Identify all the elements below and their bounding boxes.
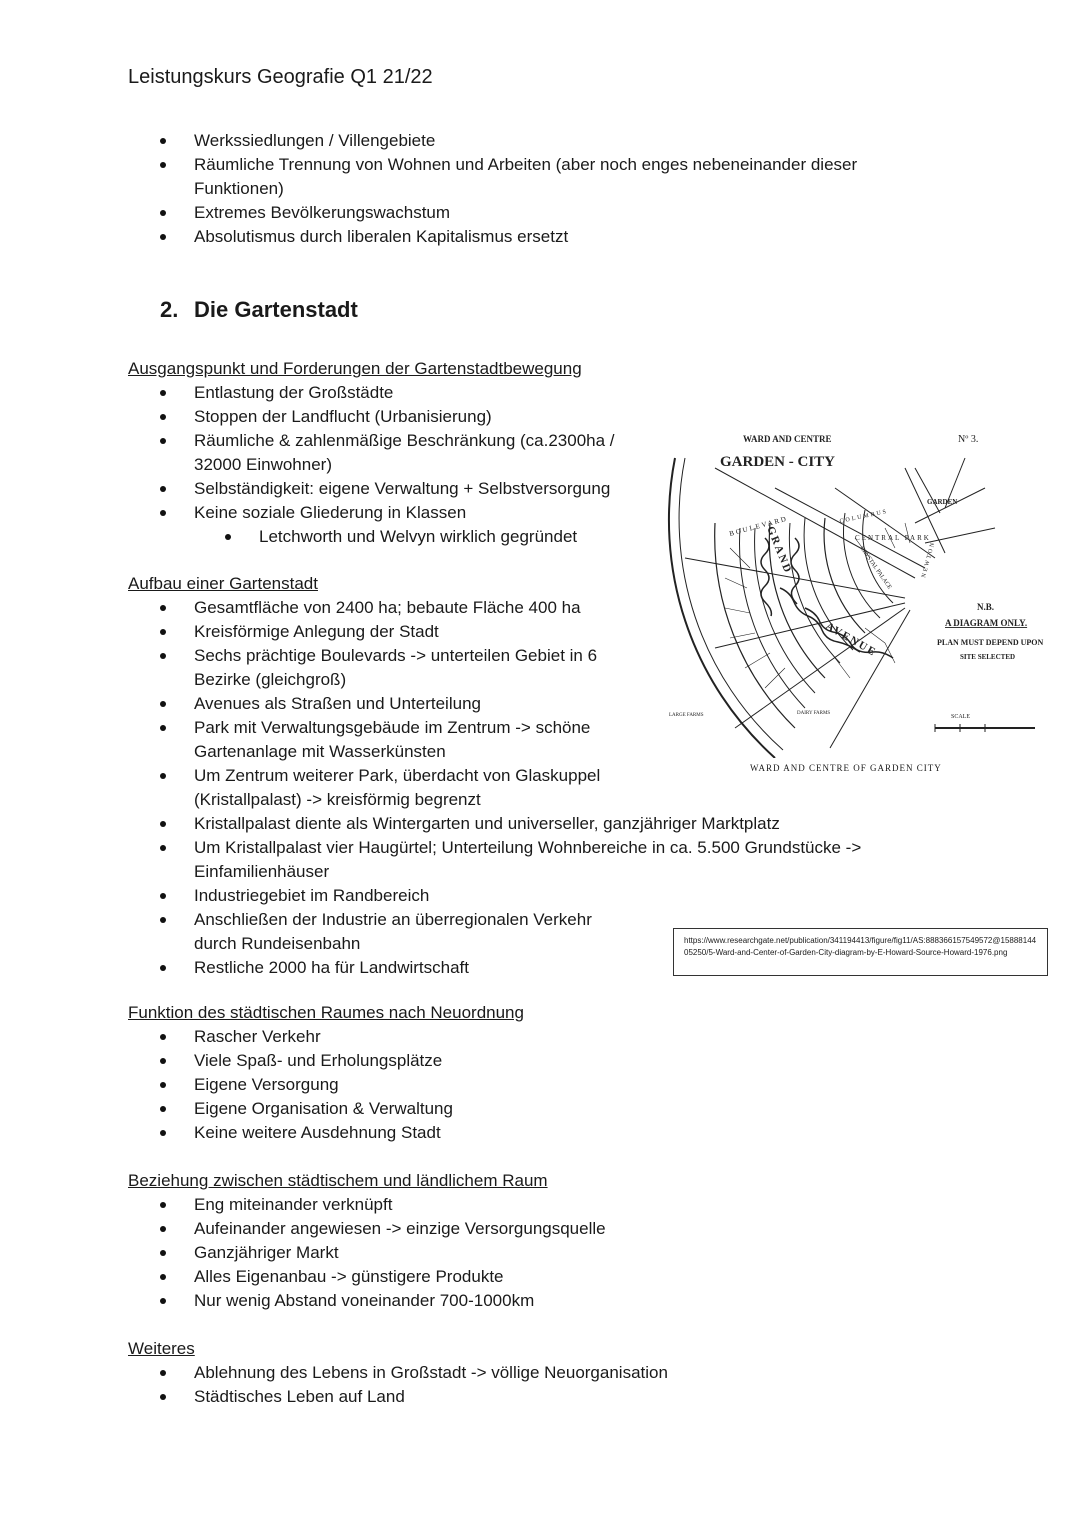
section-heading: Funktion des städtischen Raumes nach Neuordnung — [128, 1003, 524, 1022]
list-item: Um Kristallpalast vier Haugürtel; Unterteilung Wohnbereiche in ca. 5.500 Grundstücke -> Einfamilienhäuser — [128, 836, 884, 884]
figure-caption: WARD AND CENTRE OF GARDEN CITY — [750, 763, 942, 773]
page-header: Leistungskurs Geografie Q1 21/22 — [128, 66, 433, 88]
source-citation: https://www.researchgate.net/publication/341194413/figure/fig11/AS:888366157549572@1588814405250/5-Ward-and-Center-of-Garden-City-diagram-by-E-Howard-Source-Howard-1976.png — [673, 928, 1048, 976]
section-beziehung — [128, 1169, 748, 1313]
list-item: Extremes Bevölkerungswachstum — [128, 201, 888, 225]
diagram-title-main: GARDEN - CITY — [720, 454, 836, 470]
list-item: Räumliche & zahlenmäßige Beschränkung (ca.2300ha / 32000 Einwohner) — [128, 429, 628, 477]
diagram-nb-line3: SITE SELECTED — [960, 653, 1016, 661]
section-ausgangspunkt — [128, 357, 628, 549]
list-item: Sechs prächtige Boulevards -> unterteilen Gebiet in 6 Bezirke (gleichgroß) — [128, 644, 614, 692]
intro-list — [128, 129, 888, 249]
list-item: Anschließen der Industrie an überregionalen Verkehr durch Rundeisenbahn — [128, 908, 614, 956]
diagram-nb-line1: A DIAGRAM ONLY. — [945, 618, 1028, 628]
funktion-list — [128, 1025, 728, 1145]
list-item: Eigene Organisation & Verwaltung — [128, 1097, 728, 1121]
beziehung-list — [128, 1193, 748, 1313]
list-item: Selbständigkeit: eigene Verwaltung + Selbstversorgung — [128, 477, 628, 501]
diagram-title-top: WARD AND CENTRE — [743, 434, 832, 444]
diagram-number: Nº 3. — [958, 434, 979, 445]
diagram-dairy-farms-label: DAIRY FARMS — [797, 711, 831, 716]
list-item: Industriegebiet im Randbereich — [128, 884, 614, 908]
list-item: Alles Eigenanbau -> günstigere Produkte — [128, 1265, 748, 1289]
ausgangspunkt-list — [128, 381, 628, 549]
list-item: Eng miteinander verknüpft — [128, 1193, 748, 1217]
list-item: Restliche 2000 ha für Landwirtschaft — [128, 956, 614, 980]
list-item: Rascher Verkehr — [128, 1025, 728, 1049]
list-item: Stoppen der Landflucht (Urbanisierung) — [128, 405, 628, 429]
list-item: Städtisches Leben auf Land — [128, 1385, 828, 1409]
list-item: Eigene Versorgung — [128, 1073, 728, 1097]
diagram-avenue-label: AVENUE — [823, 620, 879, 660]
list-item: Ganzjähriger Markt — [128, 1241, 748, 1265]
section-heading: Weiteres — [128, 1339, 195, 1358]
list-item: Um Zentrum weiterer Park, überdacht von Glaskuppel (Kristallpalast) -> kreisförmig begrenzt — [128, 764, 614, 812]
section-funktion — [128, 1001, 728, 1145]
list-item: Aufeinander angewiesen -> einzige Versorgungsquelle — [128, 1217, 748, 1241]
sub-list-item: Letchworth und Welvyn wirklich gegründet — [128, 525, 628, 549]
list-item: Entlastung der Großstädte — [128, 381, 628, 405]
section-heading: Aufbau einer Gartenstadt — [128, 574, 318, 593]
diagram-boulevard-label: BOULEVARD — [728, 514, 789, 538]
diagram-scale-label: SCALE — [951, 714, 971, 720]
section-heading: Beziehung zwischen städtischem und ländlichem Raum — [128, 1171, 548, 1190]
diagram-nb-line2: PLAN MUST DEPEND UPON — [937, 638, 1044, 647]
list-item: Nur wenig Abstand voneinander 700-1000km — [128, 1289, 748, 1313]
diagram-columbus-label: COLUMBUS — [839, 508, 889, 525]
section-weiteres — [128, 1337, 828, 1409]
list-item: Avenues als Straßen und Unterteilung — [128, 692, 614, 716]
diagram-garden-label: GARDEN — [927, 498, 958, 506]
list-item: Räumliche Trennung von Wohnen und Arbeiten (aber noch enges nebeneinander dieser Funktionen) — [128, 153, 888, 201]
chapter-title: Die Gartenstadt — [194, 297, 358, 322]
diagram-large-farms-label: LARGE FARMS — [669, 713, 704, 718]
list-item: Werkssiedlungen / Villengebiete — [128, 129, 888, 153]
list-item: Kreisförmige Anlegung der Stadt — [128, 620, 614, 644]
diagram-crystal-palace-label: CRYSTAL PALACE — [858, 545, 893, 591]
diagram-central-park-label: CENTRAL PARK — [855, 534, 931, 542]
list-item: Keine soziale Gliederung in Klassen — [128, 501, 628, 525]
diagram-grand-label: GRAND — [764, 524, 795, 576]
list-item: Absolutismus durch liberalen Kapitalismus ersetzt — [128, 225, 888, 249]
chapter-heading — [160, 297, 358, 323]
chapter-number: 2. — [160, 297, 179, 322]
list-item: Kristallpalast diente als Wintergarten und universeller, ganzjähriger Marktplatz — [128, 812, 908, 836]
list-item: Gesamtfläche von 2400 ha; bebaute Fläche 400 ha — [128, 596, 614, 620]
diagram-newton-label: NEWTON — [921, 540, 937, 579]
list-item: Keine weitere Ausdehnung Stadt — [128, 1121, 728, 1145]
garden-city-diagram — [655, 428, 1055, 778]
diagram-nb-title: N.B. — [977, 602, 995, 612]
list-item: Park mit Verwaltungsgebäude im Zentrum -> schöne Gartenanlage mit Wasserkünsten — [128, 716, 614, 764]
section-heading: Ausgangspunkt und Forderungen der Gartenstadtbewegung — [128, 359, 582, 378]
list-item: Viele Spaß- und Erholungsplätze — [128, 1049, 728, 1073]
list-item: Ablehnung des Lebens in Großstadt -> völlige Neuorganisation — [128, 1361, 828, 1385]
weiteres-list — [128, 1361, 828, 1409]
